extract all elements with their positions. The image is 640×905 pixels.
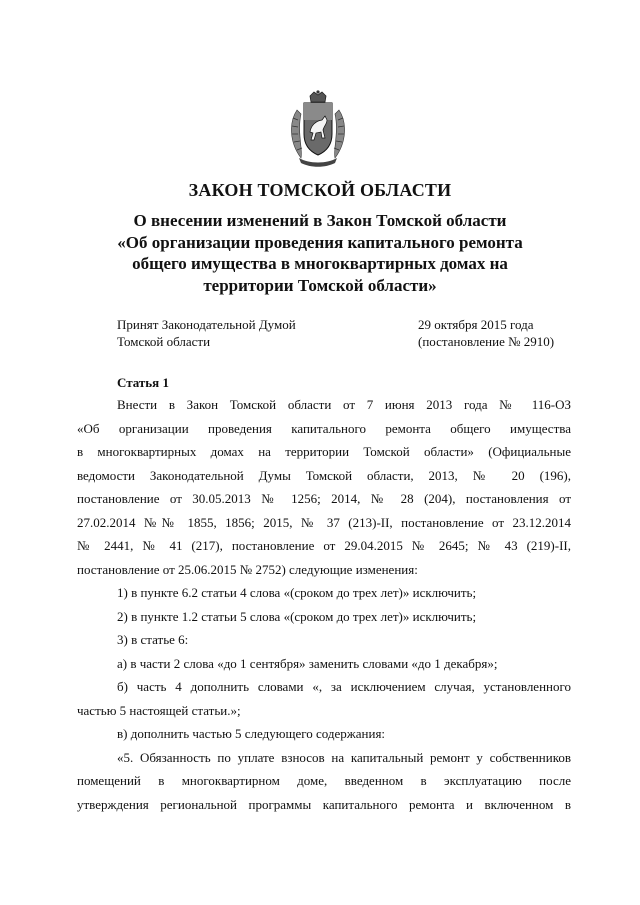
body-line: постановление от 25.06.2015 № 2752) следующие изменения:	[77, 561, 418, 577]
list-item: 2) в пункте 1.2 статьи 5 слова «(сроком до трех лет)» исключить;	[117, 608, 477, 624]
list-item: 1) в пункте 6.2 статьи 4 слова «(сроком до трех лет)» исключить;	[117, 585, 477, 600]
article-body	[77, 393, 571, 816]
body-line: Внести в Закон Томской области от 7 июня 2013 года № 116-ОЗ	[117, 397, 571, 412]
body-line: помещений в многоквартирном доме, введенном в эксплуатацию после	[77, 773, 571, 788]
body-line: постановление от 30.05.2013 № 1256; 2014, № 28 (204), постановления от	[77, 491, 571, 506]
subtitle-line: О внесении изменений в Закон Томской области	[133, 211, 507, 230]
adoption-date-line: 29 октября 2015 года	[418, 317, 534, 332]
list-item: а) в части 2 слова «до 1 сентября» заменить словами «до 1 декабря»;	[117, 655, 498, 671]
adopted-by-line: Принят Законодательной Думой	[117, 317, 296, 332]
subtitle-line: «Об организации проведения капитального ремонта	[117, 232, 523, 252]
list-item: б) часть 4 дополнить словами «, за исключением случая, установленного	[117, 679, 571, 694]
law-title: ЗАКОН ТОМСКОЙ ОБЛАСТИ	[188, 180, 452, 200]
article-heading: Статья 1	[117, 375, 169, 390]
body-line: № 2441, № 41 (217), постановление от 29.04.2015 № 2645; № 43 (219)-II,	[77, 538, 571, 553]
subtitle-line: общего имущества в многоквартирных домах на	[132, 254, 508, 273]
body-line: «5. Обязанность по уплате взносов на капитальный ремонт у собственников	[117, 749, 571, 765]
body-line: 27.02.2014 №№ 1855, 1856; 2015, № 37 (213)-II, постановление от 23.12.2014	[77, 514, 571, 530]
resolution-number-line: (постановление № 2910)	[418, 334, 555, 349]
adoption-date	[418, 316, 554, 350]
body-line: в многоквартирных домах на территории Томской области» (Официальные	[77, 444, 571, 459]
law-subtitle	[60, 210, 580, 296]
tomsk-coat-of-arms-icon	[283, 90, 353, 170]
adopted-by	[117, 316, 296, 350]
subtitle-line: территории Томской области»	[203, 275, 437, 295]
list-item: в) дополнить частью 5 следующего содержания:	[117, 726, 386, 741]
body-line: частью 5 настоящей статьи.»;	[77, 702, 241, 718]
list-item: 3) в статье 6:	[117, 632, 189, 647]
adopted-by-line: Томской области	[117, 334, 211, 349]
body-line: утверждения региональной программы капитального ремонта и включенном в	[77, 796, 571, 812]
body-line: ведомости Законодательной Думы Томской области, 2013, № 20 (196),	[77, 467, 571, 483]
body-line: «Об организации проведения капитального ремонта общего имущества	[77, 420, 571, 436]
